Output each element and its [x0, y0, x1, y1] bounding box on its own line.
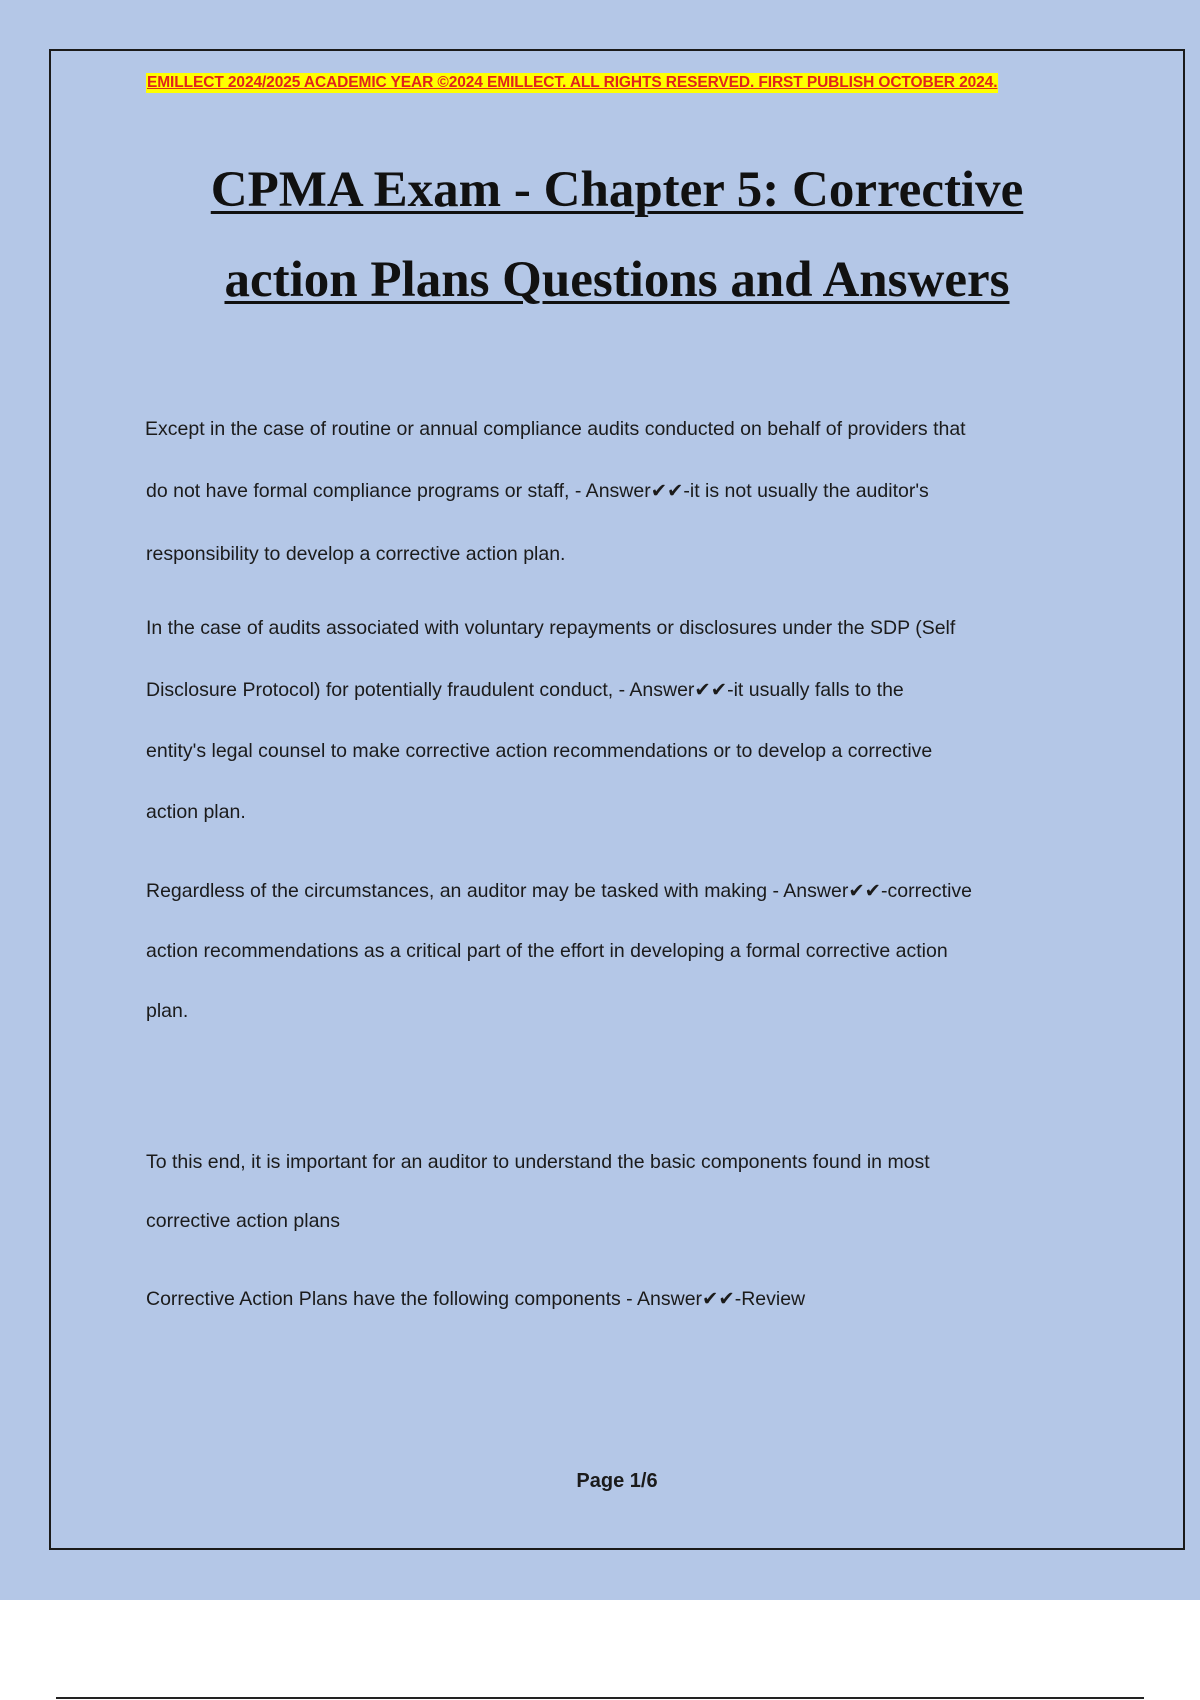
document-title-line-1: CPMA Exam - Chapter 5: Corrective — [210, 162, 1024, 218]
qa-line: responsibility to develop a corrective action plan. — [146, 543, 566, 565]
qa-line: To this end, it is important for an auditor to understand the basic components found in most — [146, 1151, 930, 1173]
qa-line: Regardless of the circumstances, an auditor may be tasked with making - Answer✔✔-corrective — [146, 880, 973, 902]
qa-line: In the case of audits associated with voluntary repayments or disclosures under the SDP (Self — [146, 617, 956, 639]
qa-line: do not have formal compliance programs or staff, - Answer✔✔-it is not usually the auditor's — [146, 480, 929, 502]
page-number: Page 1/6 — [576, 1470, 658, 1492]
qa-line: Corrective Action Plans have the following components - Answer✔✔-Review — [146, 1288, 806, 1310]
qa-line: plan. — [146, 1000, 189, 1022]
document-title-line-2: action Plans Questions and Answers — [224, 252, 1010, 308]
qa-line: Except in the case of routine or annual compliance audits conducted on behalf of providers that — [145, 418, 966, 440]
qa-line: Disclosure Protocol) for potentially fraudulent conduct, - Answer✔✔-it usually falls to the — [146, 679, 904, 701]
qa-line: action recommendations as a critical part of the effort in developing a formal corrective action — [146, 940, 948, 962]
qa-line: action plan. — [146, 801, 246, 823]
qa-line: entity's legal counsel to make corrective action recommendations or to develop a corrective — [146, 740, 933, 762]
qa-line: corrective action plans — [146, 1210, 341, 1232]
bottom-divider — [56, 1697, 1144, 1699]
copyright-header: EMILLECT 2024/2025 ACADEMIC YEAR ©2024 EMILLECT. ALL RIGHTS RESERVED. FIRST PUBLISH OCTOBER 2024. — [147, 74, 998, 91]
